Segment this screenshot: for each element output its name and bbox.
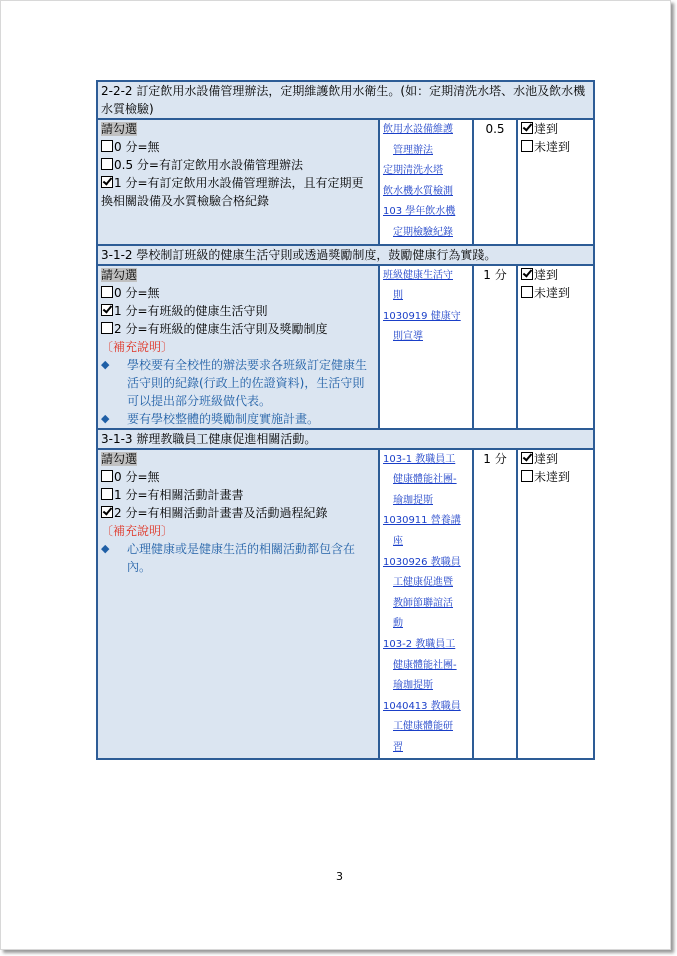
option-line: 1 分=有班級的健康生活守則: [101, 302, 375, 320]
checkbox-icon[interactable]: [101, 322, 113, 334]
achieved-option[interactable]: 達到: [521, 266, 590, 284]
evidence-link[interactable]: 飲水機水質檢測: [383, 185, 453, 197]
item-content-row: [97, 119, 594, 245]
option-line: 2 分=有相關活動計畫書及活動過程紀錄: [101, 504, 375, 522]
not-achieved-option[interactable]: 未達到: [521, 284, 590, 302]
status-cell: [517, 449, 594, 760]
status-cell: [517, 119, 594, 245]
evidence-link[interactable]: 定期清洗水塔: [383, 165, 443, 177]
item-heading-row: [97, 81, 594, 119]
checkbox-icon[interactable]: [101, 158, 113, 170]
evidence-link[interactable]: 1030919 健康守 則宣導: [383, 310, 461, 343]
evaluation-table: [96, 80, 595, 760]
checkbox-icon[interactable]: [521, 452, 533, 464]
criteria-cell: [97, 265, 379, 429]
evidence-link[interactable]: 習: [393, 741, 403, 753]
note-item: ◆ 要有學校整體的獎勵制度實施計畫。: [101, 411, 320, 426]
evidence-link[interactable]: 1030911 營養講 座: [383, 515, 461, 547]
checkbox-icon[interactable]: [521, 286, 533, 298]
page-number: 3: [336, 870, 343, 883]
criteria-cell: [97, 449, 379, 760]
evidence-link[interactable]: 班級健康生活守 則: [383, 269, 453, 302]
item-heading: 3-1-3 辦理教職員工健康促進相關活動。: [97, 429, 594, 449]
evidence-link[interactable]: 103-1 教職員工 健康體能社團-: [383, 453, 457, 486]
evidence-link[interactable]: 103 學年飲水機 定期檢驗紀錄: [383, 206, 456, 238]
choose-label: 請勾選: [101, 267, 138, 282]
option-line: 1 分=有訂定飲用水設備管理辦法，且有定期更換相關設備及水質檢驗合格紀錄: [101, 176, 364, 208]
achieved-option[interactable]: 達到: [521, 450, 590, 468]
item-heading: 2-2-2 訂定飲用水設備管理辦法，定期維護飲用水衛生。(如：定期清洗水塔、水池及飲水機水質檢驗): [97, 81, 594, 119]
item-heading: 3-1-2 學校制訂班級的健康生活守則或透過獎勵制度，鼓勵健康行為實踐。: [97, 245, 594, 265]
evidence-link[interactable]: 1030926 教職員 工健康促進暨: [383, 556, 461, 589]
choose-label: 請勾選: [101, 122, 138, 136]
checkbox-icon[interactable]: [101, 176, 113, 188]
item-content-row: [97, 449, 594, 760]
checkbox-icon[interactable]: [521, 268, 533, 280]
option-line: 2 分=有班級的健康生活守則及獎勵制度: [101, 320, 375, 338]
checkbox-icon[interactable]: [521, 140, 533, 152]
checkbox-icon[interactable]: [101, 506, 113, 518]
checkbox-icon[interactable]: [101, 488, 113, 500]
achieved-option[interactable]: 達到: [521, 120, 590, 138]
not-achieved-option[interactable]: 未達到: [521, 138, 590, 156]
checkbox-icon[interactable]: [521, 470, 533, 482]
item-heading-row: [97, 245, 594, 265]
option-line: 1 分=有相關活動計畫書: [101, 486, 375, 504]
evidence-cell: [379, 265, 473, 429]
option-line: 0 分=無: [101, 468, 375, 486]
checkbox-icon[interactable]: [101, 470, 113, 482]
option-line: 0 分=無: [101, 284, 375, 302]
score-cell: 1 分: [473, 265, 517, 429]
note-label: 〔補充說明〕: [101, 523, 174, 538]
evidence-link[interactable]: 1040413 教職員 工健康體能研: [383, 700, 461, 733]
evidence-cell: [379, 449, 473, 760]
note-label: 〔補充說明〕: [101, 339, 174, 354]
diamond-bullet-icon: ◆: [101, 541, 110, 555]
note-item: ◆ 心理健康或是健康生活的相關活動都包含在內。: [101, 541, 356, 574]
checkbox-icon[interactable]: [101, 140, 113, 152]
evidence-link[interactable]: 瑜珈提斯: [393, 680, 433, 692]
status-cell: [517, 265, 594, 429]
evidence-link[interactable]: 教師節聯誼活: [393, 597, 453, 609]
checkbox-icon[interactable]: [101, 304, 113, 316]
score-cell: 1 分: [473, 449, 517, 760]
evidence-cell: [379, 119, 473, 245]
note-item: ◆ 學校要有全校性的辦法要求各班級訂定健康生活守則的紀錄(行政上的佐證資料)，生活守則可以提出部分班級做代表。: [101, 357, 368, 408]
diamond-bullet-icon: ◆: [101, 357, 110, 371]
checkbox-icon[interactable]: [101, 286, 113, 298]
item-content-row: [97, 265, 594, 429]
score-cell: 0.5: [473, 119, 517, 245]
evidence-link[interactable]: 瑜珈提斯: [393, 494, 433, 506]
evidence-link[interactable]: 動: [393, 618, 403, 630]
evidence-link[interactable]: 103-2 教職員工 健康體能社團-: [383, 638, 457, 671]
evidence-link[interactable]: 飲用水設備維護 管理辦法: [383, 124, 453, 156]
item-heading-row: [97, 429, 594, 449]
choose-label: 請勾選: [101, 451, 138, 466]
criteria-cell: [97, 119, 379, 245]
option-line: 0 分=無: [101, 138, 375, 156]
option-line: 0.5 分=有訂定飲用水設備管理辦法: [101, 156, 375, 174]
diamond-bullet-icon: ◆: [101, 411, 110, 425]
not-achieved-option[interactable]: 未達到: [521, 468, 590, 486]
checkbox-icon[interactable]: [521, 122, 533, 134]
